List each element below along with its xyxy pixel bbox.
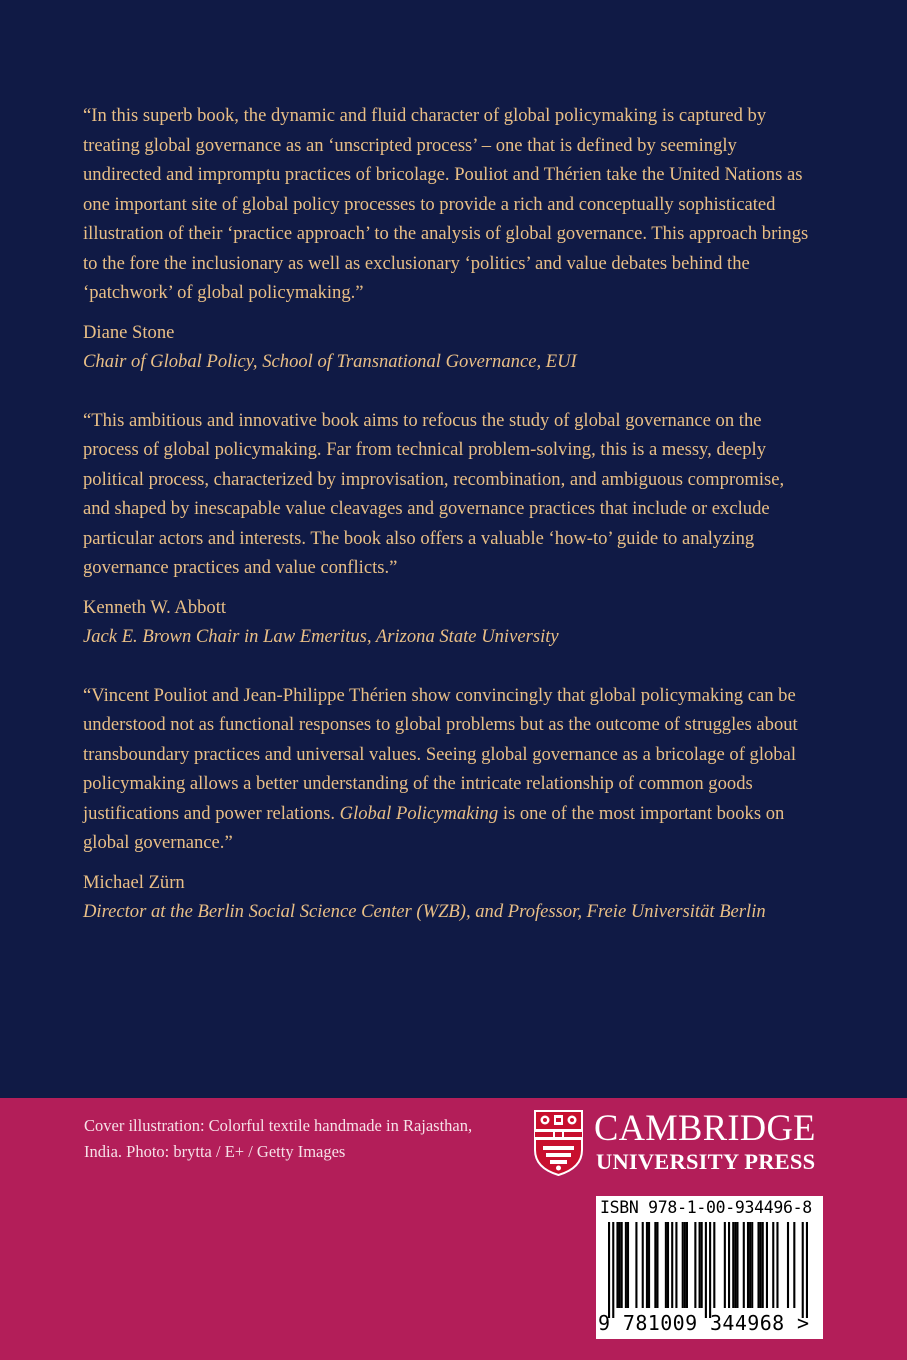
endorsement-quote: “This ambitious and innovative book aims to refocus the study of global governance on the process of global policymaking. Far from technical problem-solving, this is a messy, deeply political process, characterized by improvisation, recombination, and ambiguous compromise, and shaped by inescapable value cleavages and governance practices that include or exclude particular actors and interests. The book also offers a valuable ‘how-to’ guide to analyzing governance practices and value conflicts.” (83, 409, 785, 578)
barcode-bar (616, 1222, 618, 1308)
barcode-bar (612, 1222, 614, 1318)
barcode-bar (749, 1222, 751, 1308)
barcode-bar (736, 1222, 738, 1308)
ean13-barcode-icon (608, 1222, 808, 1318)
endorsements-section (83, 101, 813, 956)
barcode-bar (648, 1222, 650, 1308)
endorsement-author: Diane Stone (83, 321, 175, 343)
barcode-bar (701, 1222, 703, 1308)
endorsement-quote-body: “Vincent Pouliot and Jean-Philippe Thérien show convincingly that global policymaking can be understood not as functional responses to global problems but as the outcome of struggles about transboundary practices and universal values. Seeing global governance as a bricolage of global policymaking allows a better understanding of the intricate relationship of common goods justifications and power relations. (83, 684, 798, 824)
barcode-bar (728, 1222, 730, 1308)
endorsement-stone (83, 101, 813, 376)
isbn-label: ISBN 978-1-00-934496-8 (600, 1198, 812, 1217)
barcode-bar (646, 1222, 648, 1308)
endorsement-author-role: Director at the Berlin Social Science Center (WZB), and Professor, Freie Universität Berlin (83, 900, 766, 922)
endorsement-book-title: Global Policymaking (339, 802, 499, 824)
barcode-bar (621, 1222, 623, 1308)
barcode-bar (747, 1222, 749, 1308)
barcode-bar (757, 1222, 759, 1308)
barcode-bar (806, 1222, 808, 1318)
barcode-bar (705, 1222, 707, 1318)
barcode-bar (776, 1222, 778, 1308)
barcode-bar (619, 1222, 621, 1308)
publisher-name: CAMBRIDGE (594, 1107, 816, 1148)
barcode-bar (760, 1222, 762, 1308)
barcode-bar (802, 1222, 804, 1318)
barcode-bar (625, 1222, 627, 1308)
barcode-bar (743, 1222, 745, 1308)
barcode-bar (787, 1222, 789, 1308)
barcode-bar (684, 1222, 686, 1308)
barcode-bar (627, 1222, 629, 1308)
endorsement-author: Michael Zürn (83, 871, 185, 893)
barcode-bar (734, 1222, 736, 1308)
endorsement-abbott (83, 406, 813, 651)
publisher-subname: UNIVERSITY PRESS (596, 1149, 816, 1174)
cambridge-shield-icon (534, 1110, 583, 1176)
endorsement-author-role: Chair of Global Policy, School of Transnational Governance, EUI (83, 350, 577, 372)
barcode-bar (751, 1222, 753, 1308)
barcode-bar (635, 1222, 637, 1308)
barcode-bar (654, 1222, 656, 1308)
endorsement-quote: “In this superb book, the dynamic and fluid character of global policymaking is captured by treating global governance as an ‘unscripted process’ – one that is defined by seemingly undirected and impromptu practices of bricolage. Pouliot and Thérien take the United Nations as one important site of global policy processes to provide a rich and conceptually sophisticated illustration of their ‘practice approach’ to the analysis of global governance. This approach brings to the fore the inclusionary as well as exclusionary ‘politics’ and value debates behind the ‘patchwork’ of global policymaking.” (83, 105, 809, 303)
back-cover-band (0, 1098, 907, 1360)
barcode-bar (793, 1222, 795, 1308)
barcode-bar (713, 1222, 715, 1308)
barcode-bar (709, 1222, 711, 1318)
barcode-bar (724, 1222, 726, 1308)
barcode-bar (667, 1222, 669, 1308)
endorsement-quote-end: is one of the most important books on global governance.” (83, 802, 785, 853)
barcode-bar (732, 1222, 734, 1308)
barcode-bar (699, 1222, 701, 1308)
publisher-logo (534, 1107, 834, 1180)
endorsement-quote (83, 681, 813, 858)
cover-illustration-credit: Cover illustration: Colorful textile handmade in Rajasthan, India. Photo: brytta / E+ / Getty Images (84, 1116, 473, 1161)
endorsement-author: Kenneth W. Abbott (83, 596, 227, 618)
barcode-bar (656, 1222, 658, 1308)
barcode-bar (665, 1222, 667, 1308)
barcode-bar (642, 1222, 644, 1308)
barcode-bar (682, 1222, 684, 1308)
isbn-barcode (596, 1196, 823, 1339)
barcode-bar (762, 1222, 764, 1308)
barcode-bar (772, 1222, 774, 1308)
barcode-digits: 9 781009 344968 > (598, 1311, 810, 1335)
endorsement-author-role: Jack E. Brown Chair in Law Emeritus, Arizona State University (83, 625, 559, 647)
barcode-bar (671, 1222, 673, 1308)
barcode-bar (694, 1222, 696, 1308)
barcode-bar (608, 1222, 610, 1318)
endorsement-zurn (83, 681, 813, 926)
barcode-bar (675, 1222, 677, 1308)
barcode-bar (686, 1222, 688, 1308)
barcode-bar (766, 1222, 768, 1308)
